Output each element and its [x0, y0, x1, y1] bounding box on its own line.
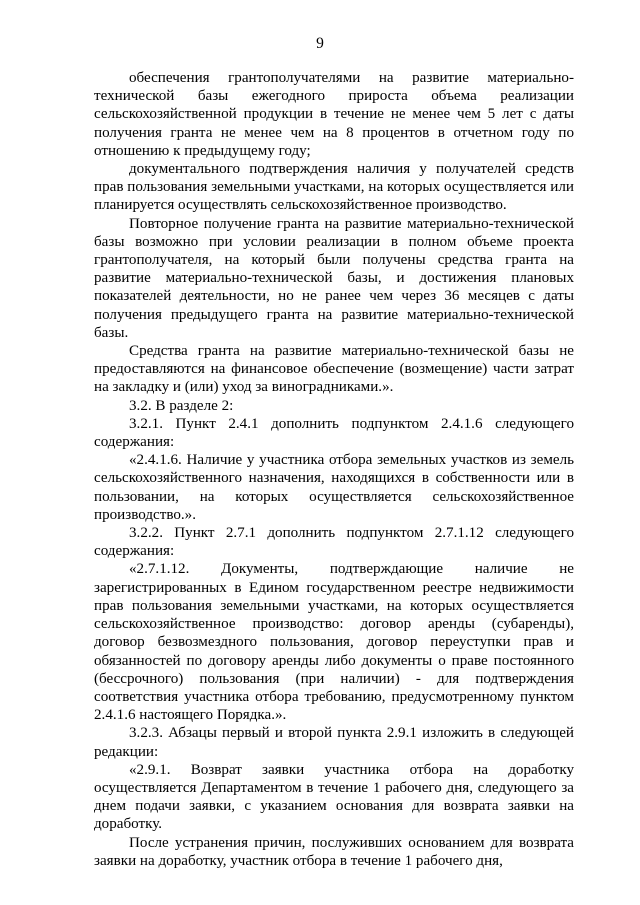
- paragraph-3: Повторное получение гранта на развитие материально-технической базы возможно при условии реализации в полном объеме проекта грантополучателя, на который были получены средства гранта на развитие материально-технической базы, и достижения плановых показателей деятельности, но не ранее чем через 36 месяцев с даты получения предыдущего гранта на развитие материально-технической базы.: [94, 215, 574, 341]
- paragraph-11: «2.9.1. Возврат заявки участника отбора на доработку осуществляется Департаментом в течение 1 рабочего дня, следующего за днем подачи заявки, с указанием основания для возврата заявки на доработку.: [94, 761, 574, 833]
- paragraph-6: 3.2.1. Пункт 2.4.1 дополнить подпунктом 2.4.1.6 следующего содержания:: [94, 415, 574, 451]
- paragraph-10: 3.2.3. Абзацы первый и второй пункта 2.9.1 изложить в следующей редакции:: [94, 725, 574, 760]
- page-number: 9: [316, 35, 324, 52]
- paragraph-9: «2.7.1.12. Документы, подтверждающие наличие не зарегистрированных в Едином государственном реестре недвижимости прав пользования земельными участками, на которых осуществляется сельскохозяйственное производство: договор аренды (субаренды), договор безвозмездного пользования, договор переуступки прав и обязанностей по договору аренды либо документы о праве постоянного (бессрочного) пользования (при наличии) - для подтверждения соответствия участника отбора требованию, предусмотренному пунктом 2.4.1.6 настоящего Порядка.».: [94, 561, 574, 724]
- paragraph-1: обеспечения грантополучателями на развитие материально-технической базы ежегодного прироста объема реализации сельскохозяйственной продукции в течение не менее чем 5 лет с даты получения гранта не менее чем на 8 процентов в отчетном году по отношению к предыдущему году;: [94, 70, 574, 159]
- paragraph-12: После устранения причин, послуживших основанием для возврата заявки на доработку, участник отбора в течение 1 рабочего дня,: [94, 834, 574, 869]
- paragraph-2: документального подтверждения наличия у получателей средств прав пользования земельными участками, на которых осуществляется или планируется осуществлять сельскохозяйственное производство.: [94, 161, 574, 214]
- paragraph-4: Средства гранта на развитие материально-технической базы не предоставляются на финансовое обеспечение (возмещение) части затрат на закладку и (или) уход за виноградниками.».: [94, 343, 574, 396]
- paragraph-5: 3.2. В разделе 2:: [129, 397, 234, 414]
- document-body: [94, 69, 574, 870]
- paragraph-7: «2.4.1.6. Наличие у участника отбора земельных участков из земель сельскохозяйственного назначения, находящихся в собственности или в пользовании, на которых осуществляется сельскохозяйственное производство.».: [94, 452, 574, 523]
- paragraph-8: 3.2.2. Пункт 2.7.1 дополнить подпунктом 2.7.1.12 следующего содержания:: [94, 525, 574, 560]
